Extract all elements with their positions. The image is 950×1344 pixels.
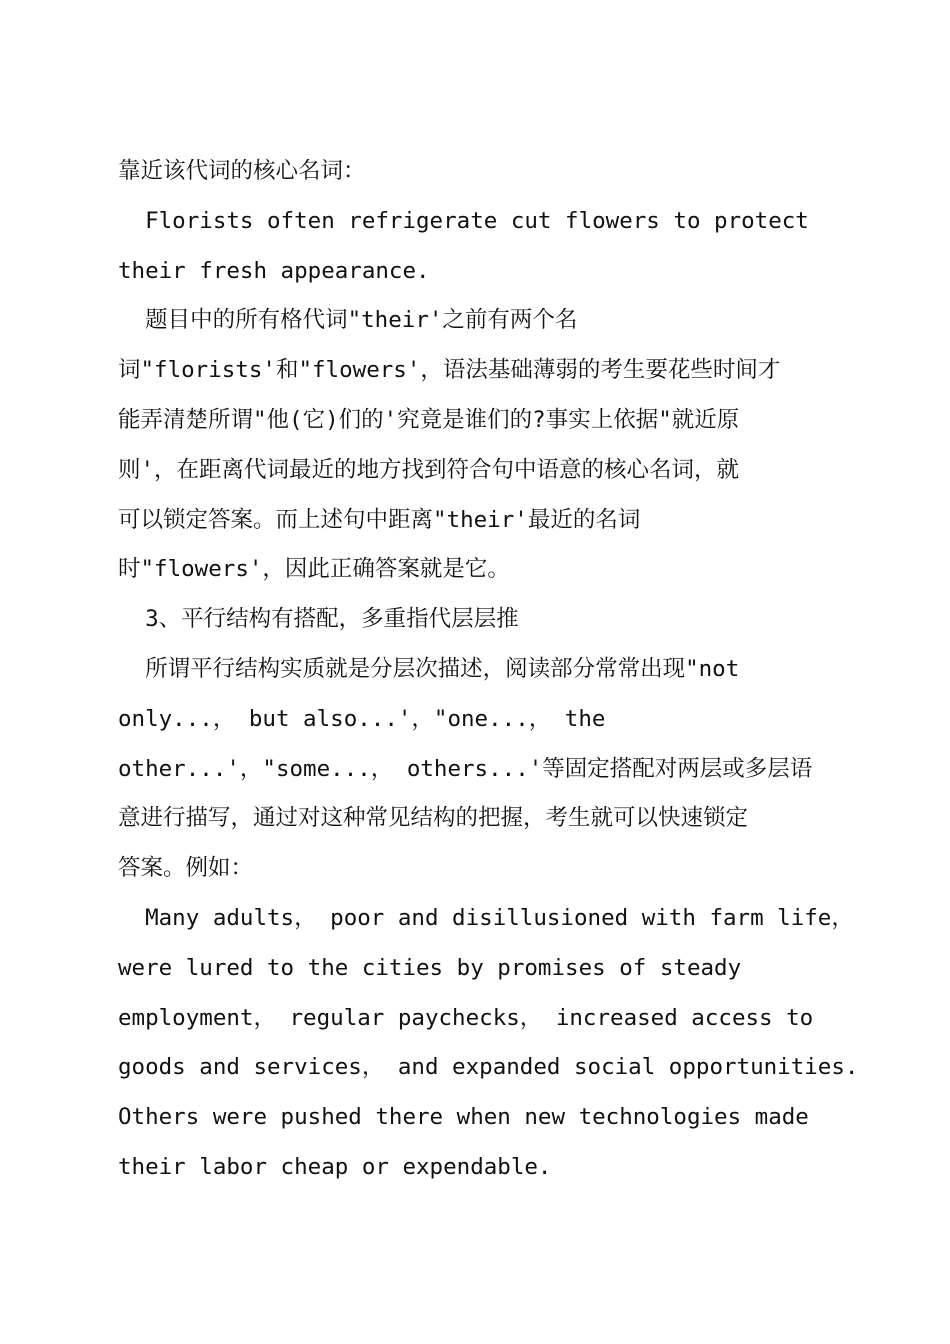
text-line: 所谓平行结构实质就是分层次描述，阅读部分常常出现"not xyxy=(118,655,740,682)
text-line: 词"florists'和"flowers'，语法基础薄弱的考生要花些时间才 xyxy=(118,357,781,384)
text-line: 意进行描写，通过对这种常见结构的把握，考生就可以快速锁定 xyxy=(118,805,749,832)
text-line: were lured to the cities by promises of steady xyxy=(118,954,742,981)
text-line: employment， regular paychecks， increased access to xyxy=(118,1004,814,1031)
text-line: Florists often refrigerate cut flowers to protect xyxy=(118,207,809,234)
text-line: 时"flowers'，因此正确答案就是它。 xyxy=(118,556,510,583)
text-line: only...， but also...'，"one...， the xyxy=(118,705,606,732)
text-line: 可以锁定答案。而上述句中距离"their'最近的名词 xyxy=(118,506,641,533)
text-line: Many adults， poor and disillusioned with farm life， xyxy=(118,904,854,931)
text-line: Others were pushed there when new technologies made xyxy=(118,1104,809,1131)
text-line: goods and services， and expanded social opportunities. xyxy=(118,1054,859,1081)
text-line: 靠近该代词的核心名词： xyxy=(118,158,366,184)
text-line: 题目中的所有格代词"their'之前有两个名 xyxy=(118,307,578,334)
text-line: 则'，在距离代词最近的地方找到符合句中语意的核心名词，就 xyxy=(118,456,740,483)
section-heading: 3、平行结构有搭配，多重指代层层推 xyxy=(118,606,519,633)
document-body xyxy=(118,147,859,1193)
text-line: other...'，"some...， others...'等固定搭配对两层或多层语 xyxy=(118,755,813,782)
text-line: their fresh appearance. xyxy=(118,257,430,284)
text-line: 能弄清楚所谓"他(它)们的'究竟是谁们的?事实上依据"就近原 xyxy=(118,406,740,433)
text-line: their labor cheap or expendable. xyxy=(118,1153,552,1180)
text-line: 答案。例如： xyxy=(118,855,254,882)
